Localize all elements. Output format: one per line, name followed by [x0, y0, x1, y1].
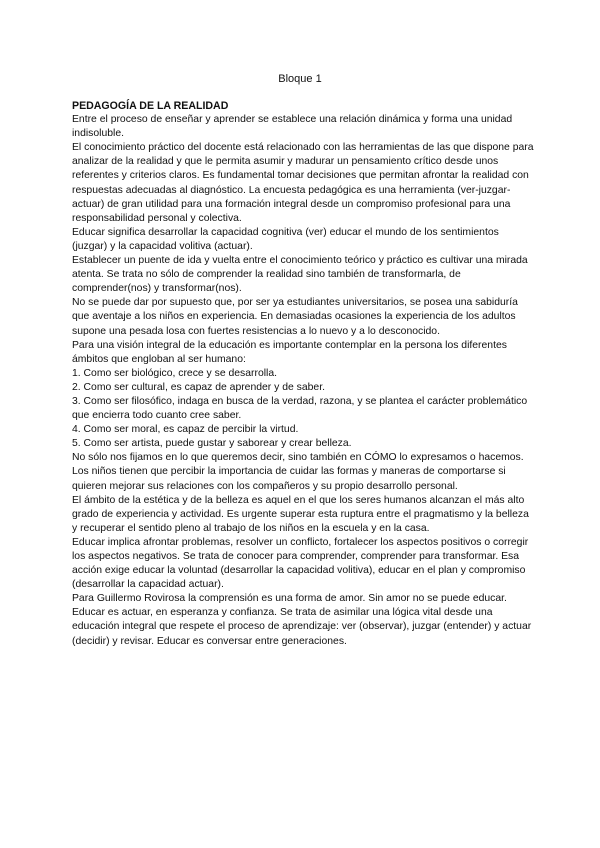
list-item: 1. Como ser biológico, crece y se desarrolla.	[72, 367, 278, 379]
list-item: 3. Como ser filosófico, indaga en busca de la verdad, razona, y se plantea el carácter problemático que encierra todo cuanto cree saber.	[72, 395, 528, 422]
document-body	[72, 99, 534, 649]
paragraph: Establecer un puente de ida y vuelta entre el conocimiento teórico y práctico es cultivar una mirada atenta. Se trata no sólo de comprender la realidad sino también de transformarla, de comprender(nos) y transformar(nos).	[72, 255, 528, 295]
paragraph: No sólo nos fijamos en lo que queremos decir, sino también en CÓMO lo expresamos o hacemos. Los niños tienen que percibir la importancia de cuidar las formas y maneras de comportarse si quieren mejorar sus relaciones con los compañeros y su propio desarrollo personal.	[72, 452, 524, 492]
block-label: Bloque 1	[278, 73, 322, 85]
list-item: 4. Como ser moral, es capaz de percibir la virtud.	[72, 424, 299, 436]
paragraph: No se puede dar por supuesto que, por ser ya estudiantes universitarios, se posea una sabiduría que aventaje a los niños en experiencia. En demasiadas ocasiones la experiencia de los adultos supone una pesada losa con fuertes resistencias a lo nuevo y a lo desconocido.	[72, 297, 518, 337]
paragraph: El conocimiento práctico del docente está relacionado con las herramientas de las que dispone para analizar de la realidad y que le permita asumir y madurar un pensamiento crítico desde unos referentes y criterios claros. Es fundamental tomar decisiones que permitan afrontar la realidad con respuestas adecuadas al diagnóstico. La encuesta pedagógica es una herramienta (ver-juzgar-actuar) de gran utilidad para una formación integral desde un compromiso profesional para una responsabilidad personal y colectiva.	[72, 142, 534, 224]
paragraph: Para Guillermo Rovirosa la comprensión es una forma de amor. Sin amor no se puede educar. Educar es actuar, en esperanza y confianza. Se trata de asimilar una lógica vital desde una educación integral que respete el proceso de aprendizaje: ver (observar), juzgar (entender) y actuar (decidir) y revisar. Educar es conversar entre generaciones.	[72, 593, 532, 647]
paragraph: Educar implica afrontar problemas, resolver un conflicto, fortalecer los aspectos positivos o corregir los aspectos negativos. Se trata de conocer para comprender, comprender para transformar. Esa acción exige educar la voluntad (desarrollar la capacidad volitiva), educar en el plan y compromiso (desarrollar la capacidad actuar).	[72, 536, 529, 591]
list-item: 2. Como ser cultural, es capaz de aprender y de saber.	[72, 381, 325, 393]
document-title: PEDAGOGÍA DE LA REALIDAD	[72, 100, 229, 112]
paragraph: Para una visión integral de la educación es importante contemplar en la persona los diferentes ámbitos que engloban al ser humano:	[72, 339, 507, 365]
paragraph: Educar significa desarrollar la capacidad cognitiva (ver) educar el mundo de los sentimientos (juzgar) y la capacidad volitiva (actuar).	[72, 226, 499, 252]
list-item: 5. Como ser artista, puede gustar y saborear y crear belleza.	[72, 438, 352, 450]
paragraph: Entre el proceso de enseñar y aprender se establece una relación dinámica y forma una unidad indisoluble.	[72, 114, 513, 140]
paragraph: El ámbito de la estética y de la belleza es aquel en el que los seres humanos alcanzan el más alto grado de experiencia y actividad. Es urgente superar esta ruptura entre el pragmatismo y la belleza y recuperar el sentido pleno al trabajo de los niños en la escuela y en la casa.	[72, 494, 529, 534]
